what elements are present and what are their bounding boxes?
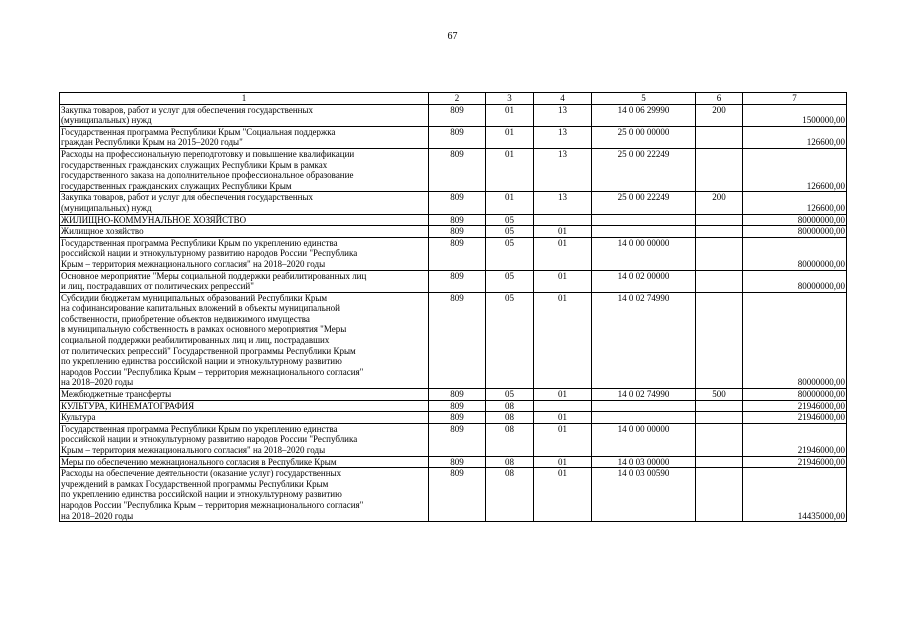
row-name-line: и лиц, пострадавших от политических репрессий" [61, 281, 254, 292]
row-name-line: Крым – территория межнационального согласия" на 2018–2020 годы [61, 445, 326, 455]
row-name-cell [60, 104, 429, 126]
expense-type-cell [696, 126, 743, 148]
row-name-line: государственных гражданских служащих Республики Крым в рамках [61, 159, 328, 170]
amount-cell: 21946000,00 [743, 423, 847, 456]
row-name-line: по укреплению единства российской нации и этнокультурному развитию [61, 356, 342, 367]
table-row [60, 468, 847, 522]
section-cell: 05 [486, 389, 534, 401]
target-article-cell: 14 0 06 29990 [592, 104, 696, 126]
target-article-cell: 14 0 02 74990 [592, 389, 696, 401]
amount-cell: 126600,00 [743, 148, 847, 191]
subsection-cell: 01 [534, 468, 592, 522]
row-name-cell [60, 292, 429, 388]
budget-table [59, 92, 847, 522]
row-name-line: народов России "Республика Крым – территория межнационального согласия" [61, 366, 364, 377]
expense-type-cell [696, 456, 743, 468]
amount-cell: 80000000,00 [743, 292, 847, 388]
amount-cell: 80000000,00 [743, 237, 847, 270]
expense-type-cell [696, 412, 743, 424]
column-header-2: 2 [429, 93, 486, 105]
column-header-3: 3 [486, 93, 534, 105]
target-article-cell [592, 214, 696, 226]
row-name-line: на софинансирование капитальных вложений в объекты муниципальной [61, 303, 340, 314]
row-name-line: Государственная программа Республики Крым "Социальная поддержка [61, 126, 336, 137]
amount-cell: 14435000,00 [743, 468, 847, 522]
row-name-line: на 2018–2020 годы [61, 510, 134, 521]
row-name-cell [60, 412, 429, 424]
section-cell: 05 [486, 214, 534, 226]
code-cell: 809 [429, 292, 486, 388]
code-cell: 809 [429, 104, 486, 126]
target-article-cell: 25 0 00 00000 [592, 126, 696, 148]
row-name-line: ЖИЛИЩНО-КОММУНАЛЬНОЕ ХОЗЯЙСТВО [61, 214, 247, 225]
expense-type-cell [696, 423, 743, 456]
section-cell: 05 [486, 226, 534, 238]
code-cell: 809 [429, 270, 486, 292]
subsection-cell: 01 [534, 456, 592, 468]
code-cell: 809 [429, 126, 486, 148]
table-row [60, 423, 847, 456]
row-name-line: Межбюджетные трансферты [61, 389, 172, 400]
row-name-cell [60, 148, 429, 191]
code-cell: 809 [429, 423, 486, 456]
target-article-cell: 14 0 02 74990 [592, 292, 696, 388]
target-article-cell: 14 0 00 00000 [592, 423, 696, 456]
expense-type-cell: 200 [696, 104, 743, 126]
subsection-cell: 01 [534, 412, 592, 424]
row-name-cell [60, 192, 429, 214]
amount-cell: 80000000,00 [743, 226, 847, 238]
code-cell: 809 [429, 237, 486, 270]
subsection-cell: 13 [534, 104, 592, 126]
subsection-cell: 01 [534, 292, 592, 388]
row-name-cell [60, 468, 429, 522]
row-name-line: (муниципальных) нужд [61, 115, 152, 126]
table-header-row [60, 93, 847, 105]
amount-cell: 80000000,00 [743, 389, 847, 401]
row-name-cell [60, 456, 429, 468]
expense-type-cell [696, 292, 743, 388]
row-name-line: Закупка товаров, работ и услуг для обеспечения государственных [61, 192, 314, 203]
row-name-line: Крым – территория межнационального согласия" на 2018–2020 годы [61, 258, 326, 269]
row-name-line: учреждений в рамках Государственной программы Республики Крым [61, 478, 329, 489]
table-row [60, 400, 847, 412]
subsection-cell: 13 [534, 148, 592, 191]
row-name-line: на 2018–2020 годы [61, 377, 134, 388]
expense-type-cell [696, 226, 743, 238]
table-row [60, 292, 847, 388]
code-cell: 809 [429, 389, 486, 401]
amount-cell: 80000000,00 [743, 270, 847, 292]
target-article-cell [592, 226, 696, 238]
amount-cell: 80000000,00 [743, 214, 847, 226]
section-cell: 05 [486, 270, 534, 292]
section-cell: 08 [486, 423, 534, 456]
row-name-cell [60, 270, 429, 292]
expense-type-cell [696, 148, 743, 191]
row-name-line: КУЛЬТУРА, КИНЕМАТОГРАФИЯ [61, 400, 195, 411]
row-name-line: российской нации и этнокультурному развитию народов России "Республика [61, 248, 358, 259]
row-name-line: (муниципальных) нужд [61, 202, 152, 213]
subsection-cell [534, 214, 592, 226]
row-name-line: Жилищное хозяйство [61, 226, 144, 237]
table-row [60, 412, 847, 424]
column-header-7: 7 [743, 93, 847, 105]
table-row [60, 104, 847, 126]
code-cell: 809 [429, 192, 486, 214]
amount-cell: 126600,00 [743, 192, 847, 214]
section-cell: 05 [486, 237, 534, 270]
row-name-line: государственных гражданских служащих Республики Крым [61, 180, 292, 191]
row-name-cell [60, 126, 429, 148]
expense-type-cell [696, 237, 743, 270]
table-row [60, 456, 847, 468]
expense-type-cell: 500 [696, 389, 743, 401]
row-name-line: Расходы на профессиональную переподготовку и повышение квалификации [61, 148, 355, 159]
amount-cell: 21946000,00 [743, 456, 847, 468]
section-cell: 05 [486, 292, 534, 388]
row-name-line: Меры по обеспечению межнационального согласия в Республике Крым [61, 456, 337, 467]
row-name-cell [60, 423, 429, 456]
subsection-cell: 01 [534, 237, 592, 270]
row-name-line: Субсидии бюджетам муниципальных образований Республики Крым [61, 292, 328, 303]
section-cell: 01 [486, 148, 534, 191]
row-name-line: по укреплению единства российской нации и этнокультурному развитию [61, 489, 342, 500]
table-row [60, 226, 847, 238]
row-name-cell [60, 214, 429, 226]
row-name-line: социальной поддержки реабилитированных лиц и лиц, пострадавших [61, 335, 330, 346]
row-name-line: народов России "Республика Крым – территория межнационального согласия" [61, 499, 364, 510]
section-cell: 08 [486, 412, 534, 424]
column-header-5: 5 [592, 93, 696, 105]
row-name-line: Расходы на обеспечение деятельности (оказание услуг) государственных [61, 468, 342, 479]
code-cell: 809 [429, 148, 486, 191]
target-article-cell: 25 0 00 22249 [592, 192, 696, 214]
table-row [60, 214, 847, 226]
target-article-cell: 14 0 03 00000 [592, 456, 696, 468]
expense-type-cell [696, 214, 743, 226]
amount-cell: 21946000,00 [743, 400, 847, 412]
subsection-cell: 01 [534, 389, 592, 401]
subsection-cell: 13 [534, 192, 592, 214]
row-name-line: граждан Республики Крым на 2015–2020 годы" [61, 137, 243, 148]
code-cell: 809 [429, 468, 486, 522]
table-row [60, 237, 847, 270]
table-row [60, 148, 847, 191]
code-cell: 809 [429, 412, 486, 424]
expense-type-cell: 200 [696, 192, 743, 214]
row-name-line: Культура [61, 412, 96, 423]
row-name-line: от политических репрессий" Государственной программы Республики Крым [61, 345, 356, 356]
table-row [60, 270, 847, 292]
target-article-cell [592, 400, 696, 412]
code-cell: 809 [429, 456, 486, 468]
row-name-line: Основное мероприятие "Меры социальной поддержки реабилитированных лиц [61, 270, 367, 281]
section-cell: 01 [486, 126, 534, 148]
row-name-cell [60, 389, 429, 401]
column-header-6: 6 [696, 93, 743, 105]
amount-cell: 21946000,00 [743, 412, 847, 424]
column-header-1: 1 [60, 93, 429, 105]
table-row [60, 192, 847, 214]
row-name-line: российской нации и этнокультурному развитию народов России "Республика [61, 434, 358, 445]
row-name-cell [60, 400, 429, 412]
section-cell: 08 [486, 400, 534, 412]
row-name-line: Государственная программа Республики Крым по укреплению единства [61, 423, 338, 434]
amount-cell: 1500000,00 [743, 104, 847, 126]
row-name-line: собственности, приобретение объектов недвижимого имущества [61, 313, 310, 324]
section-cell: 08 [486, 456, 534, 468]
expense-type-cell [696, 400, 743, 412]
code-cell: 809 [429, 214, 486, 226]
row-name-line: государственного заказа на дополнительное профессиональное образование [61, 170, 354, 181]
expense-type-cell [696, 468, 743, 522]
subsection-cell: 01 [534, 423, 592, 456]
target-article-cell: 25 0 00 22249 [592, 148, 696, 191]
code-cell: 809 [429, 226, 486, 238]
section-cell: 01 [486, 192, 534, 214]
subsection-cell: 13 [534, 126, 592, 148]
subsection-cell [534, 400, 592, 412]
row-name-line: Закупка товаров, работ и услуг для обеспечения государственных [61, 104, 314, 115]
section-cell: 01 [486, 104, 534, 126]
row-name-line: в муниципальную собственность в рамках основного мероприятия "Меры [61, 324, 347, 335]
expense-type-cell [696, 270, 743, 292]
target-article-cell: 14 0 03 00590 [592, 468, 696, 522]
amount-cell: 126600,00 [743, 126, 847, 148]
column-header-4: 4 [534, 93, 592, 105]
target-article-cell: 14 0 00 00000 [592, 237, 696, 270]
table-row [60, 126, 847, 148]
row-name-cell [60, 226, 429, 238]
table-row [60, 389, 847, 401]
row-name-cell [60, 237, 429, 270]
target-article-cell [592, 412, 696, 424]
code-cell: 809 [429, 400, 486, 412]
row-name-line: Государственная программа Республики Крым по укреплению единства [61, 237, 338, 248]
subsection-cell: 01 [534, 270, 592, 292]
page-number: 67 [447, 31, 458, 42]
section-cell: 08 [486, 468, 534, 522]
target-article-cell: 14 0 02 00000 [592, 270, 696, 292]
subsection-cell: 01 [534, 226, 592, 238]
